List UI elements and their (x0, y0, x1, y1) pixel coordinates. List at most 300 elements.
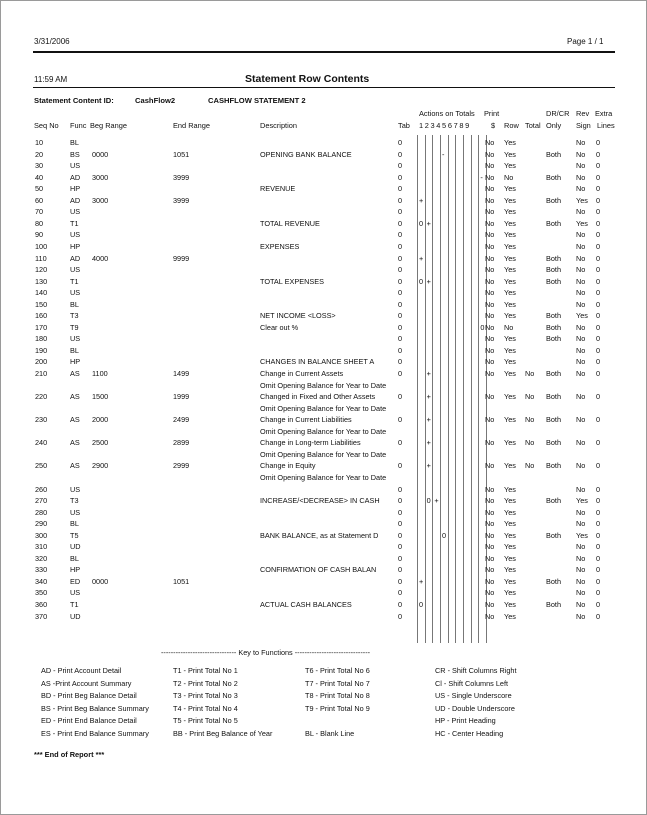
row-func: US (70, 484, 81, 494)
row-lines: 0 (596, 438, 601, 448)
row-row: Yes (504, 241, 516, 251)
row-func: AS (70, 461, 80, 471)
row-tab: 0 (398, 299, 403, 309)
row-func: T5 (70, 530, 79, 540)
row-dollar: No (485, 195, 495, 205)
row-row: No (504, 322, 514, 332)
col-end: End Range (173, 121, 210, 130)
row-only: Both (546, 438, 562, 448)
row-tab: 0 (398, 369, 403, 378)
row-dollar: No (485, 369, 495, 378)
action-mark: + (419, 253, 424, 263)
row-func: HP (70, 565, 81, 575)
header-rule-top (33, 51, 615, 53)
row-only: Both (546, 195, 562, 205)
row-dollar: No (485, 553, 495, 563)
row-end: 1051 (173, 576, 190, 586)
row-desc: CHANGES IN BALANCE SHEET A (260, 357, 375, 367)
row-row: Yes (504, 392, 516, 402)
row-row: Yes (504, 611, 516, 621)
key-item: T2 - Print Total No 2 (173, 678, 238, 688)
row-dollar: No (485, 288, 495, 298)
row-sign: No (576, 138, 586, 147)
key-item: CR - Shift Columns Right (435, 666, 517, 675)
row-dollar: No (485, 438, 495, 448)
row-dollar: No (485, 265, 495, 275)
row-lines: 0 (596, 484, 601, 494)
col-desc: Description (260, 121, 297, 130)
row-row: Yes (504, 230, 516, 240)
row-seq: 150 (35, 299, 48, 309)
row-lines: 0 (596, 576, 601, 586)
row-dollar: No (485, 253, 495, 263)
row-seq: 370 (35, 611, 48, 621)
row-desc: TOTAL EXPENSES (260, 276, 324, 286)
row-row: Yes (504, 588, 516, 598)
row-dollar: No (485, 496, 495, 506)
row-desc: ACTUAL CASH BALANCES (260, 600, 352, 609)
row-only: Both (546, 600, 562, 609)
row-row: Yes (504, 461, 516, 471)
action-mark: + (426, 438, 431, 448)
row-func: T3 (70, 311, 79, 321)
row-dollar: No (485, 530, 495, 540)
grid-line (448, 135, 449, 643)
row-sign: No (576, 357, 586, 367)
action-mark: + (419, 195, 424, 205)
row-tab: 0 (398, 438, 403, 448)
row-beg: 1500 (92, 392, 109, 402)
row-seq: 250 (35, 461, 48, 471)
row-sign: No (576, 611, 586, 621)
row-lines: 0 (596, 588, 601, 598)
row-seq: 20 (35, 149, 44, 159)
row-lines: 0 (596, 138, 601, 147)
row-func: BL (70, 138, 79, 147)
row-sign: No (576, 241, 586, 251)
row-desc-note: Omit Opening Balance for Year to Date (260, 380, 387, 390)
row-func: HP (70, 241, 81, 251)
row-seq: 140 (35, 288, 48, 298)
row-dollar: No (485, 507, 495, 517)
key-item: T7 - Print Total No 7 (305, 678, 370, 688)
row-dollar: No (485, 172, 495, 182)
row-beg: 2500 (92, 438, 109, 448)
row-sign: No (576, 230, 586, 240)
row-total: No (525, 392, 535, 402)
row-lines: 0 (596, 553, 601, 563)
row-tab: 0 (398, 357, 403, 367)
row-tab: 0 (398, 195, 403, 205)
row-dollar: No (485, 149, 495, 159)
row-seq: 110 (35, 253, 47, 263)
row-lines: 0 (596, 496, 601, 506)
col-seq: Seq No (34, 121, 59, 130)
row-only: Both (546, 311, 562, 321)
row-sign: No (576, 369, 586, 378)
row-row: Yes (504, 253, 516, 263)
row-tab: 0 (398, 542, 403, 552)
row-row: No (504, 172, 514, 182)
row-row: Yes (504, 195, 516, 205)
row-tab: 0 (398, 461, 403, 471)
action-mark: + (426, 461, 431, 471)
row-sign: No (576, 276, 586, 286)
grid-line (478, 135, 479, 643)
row-desc-note: Omit Opening Balance for Year to Date (260, 472, 387, 482)
key-item: HC - Center Heading (435, 728, 504, 738)
report-time: 11:59 AM (34, 75, 68, 84)
row-dollar: No (485, 600, 495, 609)
row-sign: No (576, 565, 586, 575)
row-row: Yes (504, 288, 516, 298)
row-seq: 290 (35, 519, 48, 529)
key-item: T4 - Print Total No 4 (173, 703, 238, 713)
action-mark: + (426, 392, 431, 402)
col-dollar: $ (491, 121, 496, 130)
row-only: Both (546, 530, 562, 540)
row-row: Yes (504, 149, 516, 159)
col-beg: Beg Range (90, 121, 127, 130)
statement-id: CashFlow2 (135, 96, 176, 105)
action-mark: 0 (419, 600, 424, 609)
col-group-extra: Extra (595, 109, 613, 118)
row-seq: 10 (35, 138, 44, 147)
row-dollar: No (485, 218, 495, 228)
row-func: US (70, 265, 81, 275)
key-item: T5 - Print Total No 5 (173, 716, 238, 725)
row-sign: No (576, 553, 586, 563)
row-seq: 130 (35, 276, 48, 286)
row-tab: 0 (398, 519, 403, 529)
row-row: Yes (504, 161, 516, 171)
row-sign: No (576, 576, 586, 586)
row-only: Both (546, 265, 562, 275)
row-beg: 3000 (92, 195, 109, 205)
row-lines: 0 (596, 461, 601, 471)
row-dollar: No (485, 161, 495, 171)
row-only: Both (546, 322, 562, 332)
row-only: Both (546, 276, 562, 286)
key-item: ED - Print End Balance Detail (41, 716, 137, 725)
row-seq: 70 (35, 207, 44, 217)
row-sign: No (576, 172, 586, 182)
row-row: Yes (504, 334, 516, 344)
row-lines: 0 (596, 288, 601, 298)
row-sign: No (576, 149, 586, 159)
row-sign: No (576, 415, 586, 425)
row-tab: 0 (398, 241, 403, 251)
row-only: Both (546, 415, 562, 425)
row-lines: 0 (596, 172, 601, 182)
col-group-rev: Rev (576, 109, 590, 118)
row-total: No (525, 415, 535, 425)
row-tab: 0 (398, 565, 403, 575)
row-dollar: No (485, 542, 495, 552)
row-desc: Changed in Fixed and Other Assets (260, 392, 376, 402)
row-dollar: No (485, 299, 495, 309)
row-beg: 3000 (92, 172, 109, 182)
row-tab: 0 (398, 496, 403, 506)
row-seq: 170 (35, 322, 48, 332)
row-seq: 210 (35, 369, 48, 378)
row-sign: No (576, 588, 586, 598)
row-seq: 330 (35, 565, 48, 575)
row-end: 2999 (173, 461, 190, 471)
row-lines: 0 (596, 276, 601, 286)
row-func: T1 (70, 218, 79, 228)
row-tab: 0 (398, 334, 403, 344)
row-seq: 240 (35, 438, 48, 448)
row-seq: 300 (35, 530, 48, 540)
row-tab: 0 (398, 218, 403, 228)
row-row: Yes (504, 369, 516, 378)
row-row: Yes (504, 184, 516, 194)
row-seq: 280 (35, 507, 48, 517)
key-item: AD - Print Account Detail (41, 666, 122, 675)
row-row: Yes (504, 530, 516, 540)
row-lines: 0 (596, 415, 601, 425)
col-sign: Sign (576, 121, 591, 130)
end-of-report: *** End of Report *** (34, 750, 105, 759)
row-lines: 0 (596, 311, 601, 321)
row-only: Both (546, 461, 562, 471)
row-dollar: No (485, 484, 495, 494)
row-row: Yes (504, 484, 516, 494)
row-sign: No (576, 161, 586, 171)
row-tab: 0 (398, 600, 403, 609)
row-tab: 0 (398, 611, 403, 621)
row-func: AS (70, 369, 80, 378)
action-mark: + (434, 496, 439, 506)
row-only: Both (546, 218, 562, 228)
grid-line (432, 135, 433, 643)
row-tab: 0 (398, 415, 403, 425)
row-seq: 340 (35, 576, 48, 586)
row-end: 3999 (173, 195, 190, 205)
row-sign: No (576, 507, 586, 517)
row-lines: 0 (596, 230, 601, 240)
row-seq: 50 (35, 184, 44, 194)
row-sign: No (576, 392, 586, 402)
row-func: HP (70, 357, 81, 367)
row-lines: 0 (596, 322, 601, 332)
row-beg: 4000 (92, 253, 109, 263)
row-seq: 30 (35, 161, 44, 171)
statement-id-label: Statement Content ID: (34, 96, 114, 105)
row-sign: No (576, 438, 586, 448)
row-sign: No (576, 265, 586, 275)
row-row: Yes (504, 207, 516, 217)
row-tab: 0 (398, 230, 403, 240)
action-mark: - (442, 149, 445, 159)
action-mark: 0 (480, 322, 485, 332)
row-seq: 310 (35, 542, 48, 552)
row-only: Both (546, 334, 562, 344)
row-func: HP (70, 184, 81, 194)
row-row: Yes (504, 565, 516, 575)
action-mark: 0 (419, 276, 424, 286)
row-func: AS (70, 415, 80, 425)
key-item: T1 - Print Total No 1 (173, 666, 238, 675)
row-row: Yes (504, 415, 516, 425)
row-func: UD (70, 611, 81, 621)
row-sign: No (576, 519, 586, 529)
row-lines: 0 (596, 241, 601, 251)
row-tab: 0 (398, 576, 403, 586)
row-desc: Change in Current Liabilities (260, 415, 352, 425)
row-desc: TOTAL REVENUE (260, 218, 320, 228)
row-sign: Yes (576, 195, 588, 205)
row-sign: Yes (576, 311, 588, 321)
row-end: 2499 (173, 415, 190, 425)
row-desc: BANK BALANCE, as at Statement D (260, 530, 379, 540)
row-func: AD (70, 172, 81, 182)
row-dollar: No (485, 334, 495, 344)
row-end: 3999 (173, 172, 190, 182)
action-mark: + (426, 415, 431, 425)
row-lines: 0 (596, 542, 601, 552)
col-row: Row (504, 121, 519, 130)
row-sign: No (576, 207, 586, 217)
row-tab: 0 (398, 172, 403, 182)
row-dollar: No (485, 311, 495, 321)
row-sign: No (576, 184, 586, 194)
row-seq: 60 (35, 195, 44, 205)
row-func: AS (70, 392, 80, 402)
row-lines: 0 (596, 530, 601, 540)
report-date: 3/31/2006 (34, 37, 70, 46)
action-mark: + (426, 218, 431, 228)
row-row: Yes (504, 542, 516, 552)
row-tab: 0 (398, 322, 403, 332)
row-tab: 0 (398, 588, 403, 598)
row-dollar: No (485, 392, 495, 402)
row-dollar: No (485, 415, 495, 425)
row-func: US (70, 588, 81, 598)
key-item: BD - Print Beg Balance Detail (41, 691, 137, 700)
row-lines: 0 (596, 195, 601, 205)
row-total: No (525, 438, 535, 448)
row-sign: No (576, 288, 586, 298)
row-lines: 0 (596, 265, 601, 275)
row-row: Yes (504, 357, 516, 367)
row-tab: 0 (398, 253, 403, 263)
row-dollar: No (485, 357, 495, 367)
row-func: T1 (70, 276, 79, 286)
grid-line (440, 135, 441, 643)
row-row: Yes (504, 496, 516, 506)
row-only: Both (546, 172, 562, 182)
row-seq: 190 (35, 345, 48, 355)
row-func: BL (70, 553, 79, 563)
row-dollar: No (485, 207, 495, 217)
row-func: BL (70, 345, 79, 355)
row-sign: No (576, 484, 586, 494)
row-beg: 0000 (92, 576, 109, 586)
row-row: Yes (504, 218, 516, 228)
row-end: 1499 (173, 369, 190, 378)
row-row: Yes (504, 507, 516, 517)
row-seq: 160 (35, 311, 48, 321)
row-seq: 90 (35, 230, 44, 240)
row-desc: Clear out % (260, 322, 299, 332)
action-mark: + (426, 369, 431, 378)
action-mark: 0 (419, 218, 424, 228)
row-func: BL (70, 299, 79, 309)
row-tab: 0 (398, 265, 403, 275)
action-mark: - (480, 172, 483, 182)
row-lines: 0 (596, 369, 601, 378)
row-desc-note: Omit Opening Balance for Year to Date (260, 426, 387, 436)
row-lines: 0 (596, 611, 601, 621)
row-sign: Yes (576, 218, 588, 228)
row-lines: 0 (596, 161, 601, 171)
row-only: Both (546, 496, 562, 506)
row-tab: 0 (398, 507, 403, 517)
grid-line (455, 135, 456, 643)
row-beg: 2000 (92, 415, 109, 425)
row-row: Yes (504, 299, 516, 309)
row-sign: No (576, 322, 586, 332)
row-sign: No (576, 542, 586, 552)
row-dollar: No (485, 461, 495, 471)
row-sign: No (576, 299, 586, 309)
grid-line (425, 135, 426, 643)
row-desc: Change in Equity (260, 461, 316, 471)
row-tab: 0 (398, 530, 403, 540)
row-end: 1999 (173, 392, 190, 402)
row-beg: 2900 (92, 461, 109, 471)
row-row: Yes (504, 265, 516, 275)
row-sign: No (576, 461, 586, 471)
row-dollar: No (485, 576, 495, 586)
row-desc: REVENUE (260, 184, 296, 194)
key-title: ------------------------------- Key to Functions ------------------------------- (161, 648, 371, 657)
row-desc: OPENING BANK BALANCE (260, 149, 352, 159)
row-sign: Yes (576, 530, 588, 540)
key-item: BL - Blank Line (305, 728, 355, 738)
row-lines: 0 (596, 299, 601, 309)
row-desc-note: Omit Opening Balance for Year to Date (260, 449, 387, 459)
row-seq: 270 (35, 496, 48, 506)
action-mark: + (426, 276, 431, 286)
row-tab: 0 (398, 288, 403, 298)
col-tab: Tab (398, 121, 410, 130)
row-row: Yes (504, 138, 516, 147)
row-dollar: No (485, 345, 495, 355)
row-seq: 220 (35, 392, 48, 402)
row-tab: 0 (398, 184, 403, 194)
row-row: Yes (504, 345, 516, 355)
row-func: US (70, 207, 81, 217)
key-item: US - Single Underscore (435, 691, 512, 700)
row-row: Yes (504, 438, 516, 448)
row-lines: 0 (596, 218, 601, 228)
row-row: Yes (504, 553, 516, 563)
row-total: No (525, 369, 535, 378)
row-only: Both (546, 253, 562, 263)
key-item: AS -Print Account Summary (41, 678, 132, 688)
col-only: Only (546, 121, 562, 130)
row-desc: Change in Long-term Liabilities (260, 438, 361, 448)
row-seq: 180 (35, 334, 48, 344)
row-beg: 1100 (92, 369, 108, 378)
row-lines: 0 (596, 184, 601, 194)
row-tab: 0 (398, 138, 403, 147)
report-title: Statement Row Contents (245, 73, 370, 85)
row-desc: INCREASE/<DECREASE> IN CASH (260, 496, 380, 506)
